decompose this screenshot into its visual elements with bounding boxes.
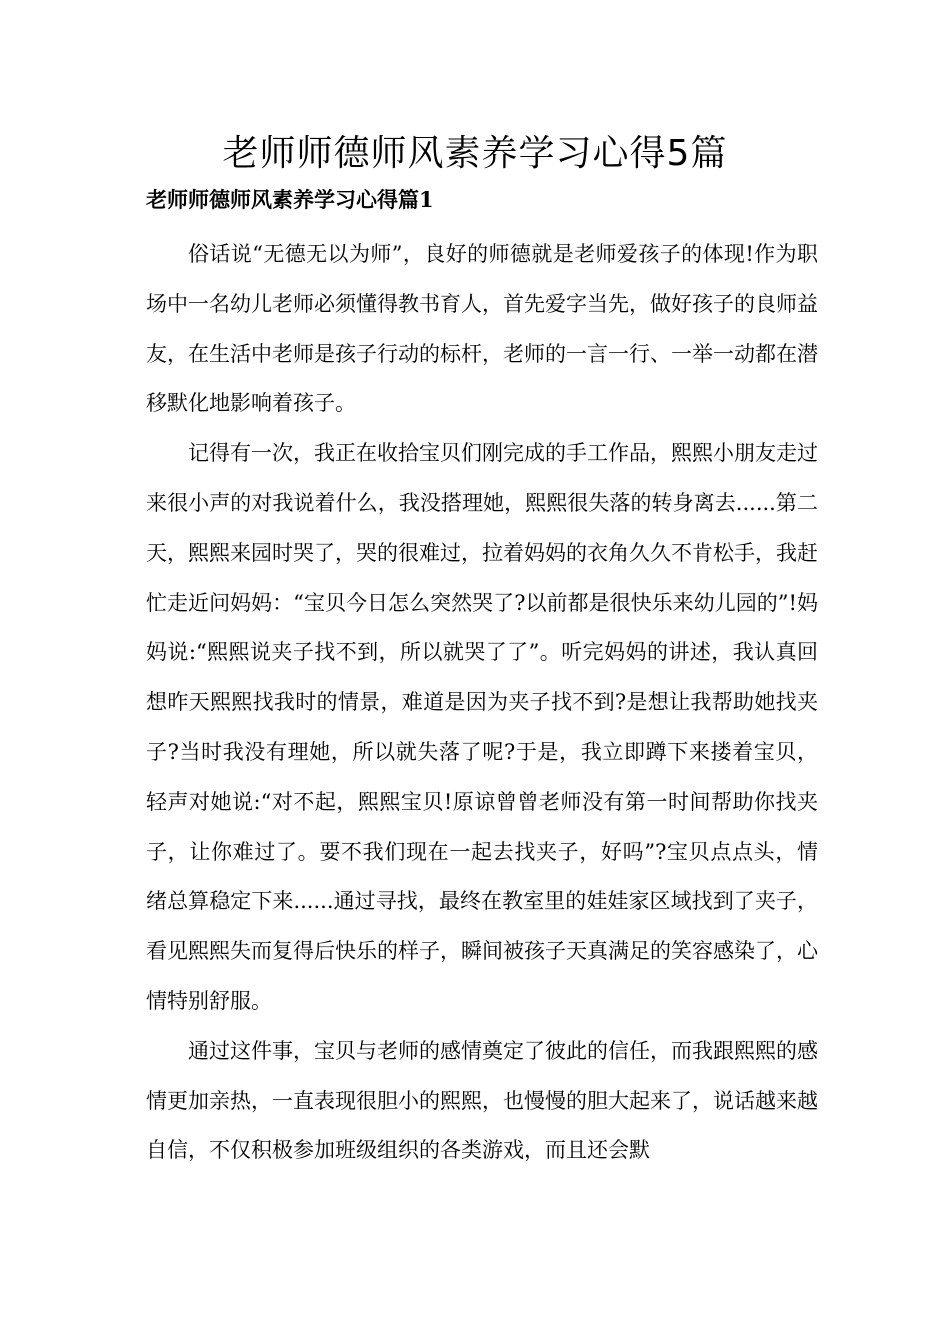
body-text [146,230,818,1176]
paragraph-1: 俗话说“无德无以为师”，良好的师德就是老师爱孩子的体现!作为职场中一名幼儿老师必须懂得教书育人，首先爱字当先，做好孩子的良师益友，在生活中老师是孩子行动的标杆，老师的一言一行、一举一动都在潜移默化地影响着孩子。 [146,242,818,416]
paragraph-2: 记得有一次，我正在收拾宝贝们刚完成的手工作品，熙熙小朋友走过来很小声的对我说着什么，我没搭理她，熙熙很失落的转身离去......第二天，熙熙来园时哭了，哭的很难过，拉着妈妈的衣角久久不肯松手，我赶忙走近问妈妈：“宝贝今日怎么突然哭了?以前都是很快乐来幼儿园的”!妈妈说:“熙熙说夹子找不到，所以就哭了了”。听完妈妈的讲述，我认真回想昨天熙熙找我时的情景，难道是因为夹子找不到?是想让我帮助她找夹子?当时我没有理她，所以就失落了呢?于是，我立即蹲下来搂着宝贝，轻声对她说:“对不起，熙熙宝贝!原谅曾曾老师没有第一时间帮助你找夹子，让你难过了。要不我们现在一起去找夹子，好吗”?宝贝点点头，情绪总算稳定下来......通过寻找，最终在教室里的娃娃家区域找到了夹子，看见熙熙失而复得后快乐的样子，瞬间被孩子天真满足的笑容感染了，心情特别舒服。 [146,441,818,1013]
section-heading: 老师师德师风素养学习心得篇1 [146,187,434,212]
document-title: 老师师德师风素养学习心得5篇 [222,133,728,174]
paragraph-3: 通过这件事，宝贝与老师的感情奠定了彼此的信任，而我跟熙熙的感情更加亲热，一直表现很胆小的熙熙，也慢慢的胆大起来了，说话越来越自信，不仅积极参加班级组织的各类游戏，而且还会默 [146,1038,818,1163]
